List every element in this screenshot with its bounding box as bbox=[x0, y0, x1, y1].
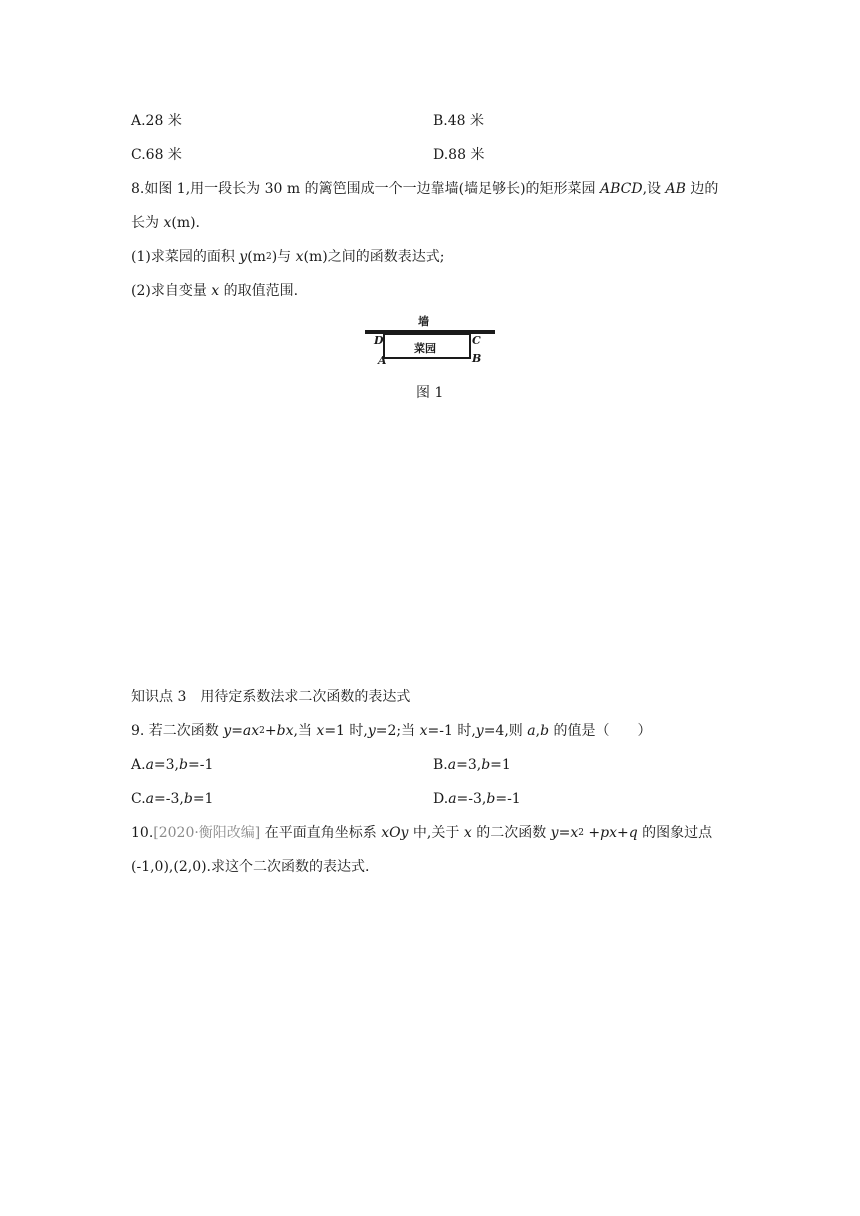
q10-var: y bbox=[550, 825, 559, 841]
figure-caption: 图 1 bbox=[416, 385, 444, 401]
q9-stem bbox=[131, 721, 651, 741]
point-a-label: A bbox=[378, 354, 387, 367]
q9-var: x bbox=[419, 723, 428, 739]
q9-text: 的值是（ ） bbox=[549, 723, 652, 739]
q9-var: y bbox=[475, 723, 484, 739]
option-prefix: D. bbox=[433, 791, 449, 807]
q9-var: b bbox=[486, 791, 496, 807]
q9-var: a bbox=[145, 791, 155, 807]
q8-part2 bbox=[131, 281, 298, 301]
q8-text: )与 bbox=[271, 249, 296, 265]
wall-label: 墙 bbox=[418, 315, 429, 328]
garden-label: 菜园 bbox=[414, 342, 436, 355]
q8-text: ,设 bbox=[642, 181, 666, 197]
point-d-label: D bbox=[374, 334, 384, 347]
q9-text: =-3, bbox=[456, 791, 487, 807]
q8-exponent: 2 bbox=[265, 252, 272, 262]
q9-text: ,当 bbox=[293, 723, 317, 739]
q10-text: 的图象过点 bbox=[637, 825, 713, 841]
q8-stem-line1 bbox=[131, 179, 718, 199]
q10-var: x bbox=[570, 825, 579, 841]
q9-text: =-1 bbox=[495, 791, 521, 807]
q8-text: (m). bbox=[171, 215, 201, 231]
q10-text: 中,关于 bbox=[408, 825, 464, 841]
q9-option-a bbox=[131, 755, 213, 775]
q9-var: a bbox=[527, 723, 536, 739]
q9-text: = bbox=[231, 723, 243, 739]
q10-number: 10. bbox=[131, 825, 154, 841]
option-prefix: B. bbox=[433, 757, 448, 773]
q9-text: 9. 若二次函数 bbox=[131, 723, 224, 739]
q9-text: + bbox=[264, 723, 277, 739]
q10-text: = bbox=[558, 825, 571, 841]
q9-text: =-3, bbox=[154, 791, 184, 807]
q9-text: =1 bbox=[192, 791, 214, 807]
q7-option-b: B.48 米 bbox=[433, 113, 485, 129]
q9-text: =-1 bbox=[187, 757, 214, 773]
q9-var: x bbox=[316, 723, 325, 739]
q10-source-tag: [2020·衡阳改编] bbox=[153, 825, 261, 841]
q10-stem-line2: (-1,0),(2,0).求这个二次函数的表达式. bbox=[131, 859, 370, 875]
q8-stem-line2 bbox=[131, 213, 200, 233]
q10-text: 的二次函数 bbox=[471, 825, 551, 841]
q10-exponent: 2 bbox=[578, 828, 584, 838]
q8-text: 长为 bbox=[131, 215, 164, 231]
q7-option-d: D.88 米 bbox=[433, 147, 485, 163]
q10-stem bbox=[131, 823, 712, 843]
q10-text: 在平面直角坐标系 bbox=[260, 825, 382, 841]
q9-option-c bbox=[131, 789, 213, 809]
q9-var: bx bbox=[276, 723, 294, 739]
point-c-label: C bbox=[472, 334, 481, 347]
q10-text: + bbox=[617, 825, 629, 841]
option-prefix: C. bbox=[131, 791, 146, 807]
option-prefix: A. bbox=[131, 757, 146, 773]
q9-text: =-1 时, bbox=[427, 723, 476, 739]
q10-var: x bbox=[463, 825, 472, 841]
q9-text: =3, bbox=[153, 757, 180, 773]
q8-var: AB bbox=[665, 181, 686, 197]
q8-var: x bbox=[295, 249, 304, 265]
q9-var: b bbox=[481, 757, 491, 773]
point-b-label: B bbox=[472, 352, 482, 365]
q9-var: y bbox=[367, 723, 376, 739]
q9-text: =1 bbox=[490, 757, 511, 773]
q8-part1 bbox=[131, 247, 444, 267]
q10-var: px bbox=[600, 825, 617, 841]
q9-var: a bbox=[448, 791, 457, 807]
q9-text: =4,则 bbox=[483, 723, 528, 739]
q9-option-b bbox=[433, 755, 511, 775]
q9-exponent: 2 bbox=[259, 726, 265, 736]
q8-text: 的取值范围. bbox=[219, 283, 299, 299]
q9-var: b bbox=[183, 791, 193, 807]
q8-var: ABCD bbox=[599, 181, 643, 197]
q7-option-a: A.28 米 bbox=[131, 113, 182, 129]
q8-var: x bbox=[211, 283, 220, 299]
q8-text: 边的 bbox=[685, 181, 719, 197]
q10-var: xOy bbox=[381, 825, 409, 841]
q9-var: ax bbox=[242, 723, 260, 739]
q9-text: , bbox=[535, 723, 541, 739]
q9-text: =1 时, bbox=[324, 723, 368, 739]
q9-var: b bbox=[540, 723, 550, 739]
q8-text: (m bbox=[247, 249, 266, 265]
q9-option-d bbox=[433, 789, 521, 809]
q10-text: + bbox=[583, 825, 601, 841]
section-title: 知识点 3 用待定系数法求二次函数的表达式 bbox=[131, 689, 411, 705]
garden-figure bbox=[360, 312, 500, 372]
q8-text: (1)求菜园的面积 bbox=[131, 249, 240, 265]
q8-text: (2)求自变量 bbox=[131, 283, 212, 299]
q9-text: =3, bbox=[456, 757, 482, 773]
q9-var: y bbox=[223, 723, 232, 739]
q8-var: x bbox=[163, 215, 172, 231]
q10-var: q bbox=[628, 825, 638, 841]
q9-var: a bbox=[447, 757, 457, 773]
q7-option-c: C.68 米 bbox=[131, 147, 182, 163]
q8-text: 8.如图 1,用一段长为 30 m 的篱笆围成一个一边靠墙(墙足够长)的矩形菜园 bbox=[131, 181, 600, 197]
q9-var: b bbox=[179, 757, 188, 773]
q8-text: (m)之间的函数表达式; bbox=[303, 249, 445, 265]
q9-var: a bbox=[145, 757, 154, 773]
q9-text: =2;当 bbox=[375, 723, 420, 739]
q8-var: y bbox=[239, 249, 248, 265]
